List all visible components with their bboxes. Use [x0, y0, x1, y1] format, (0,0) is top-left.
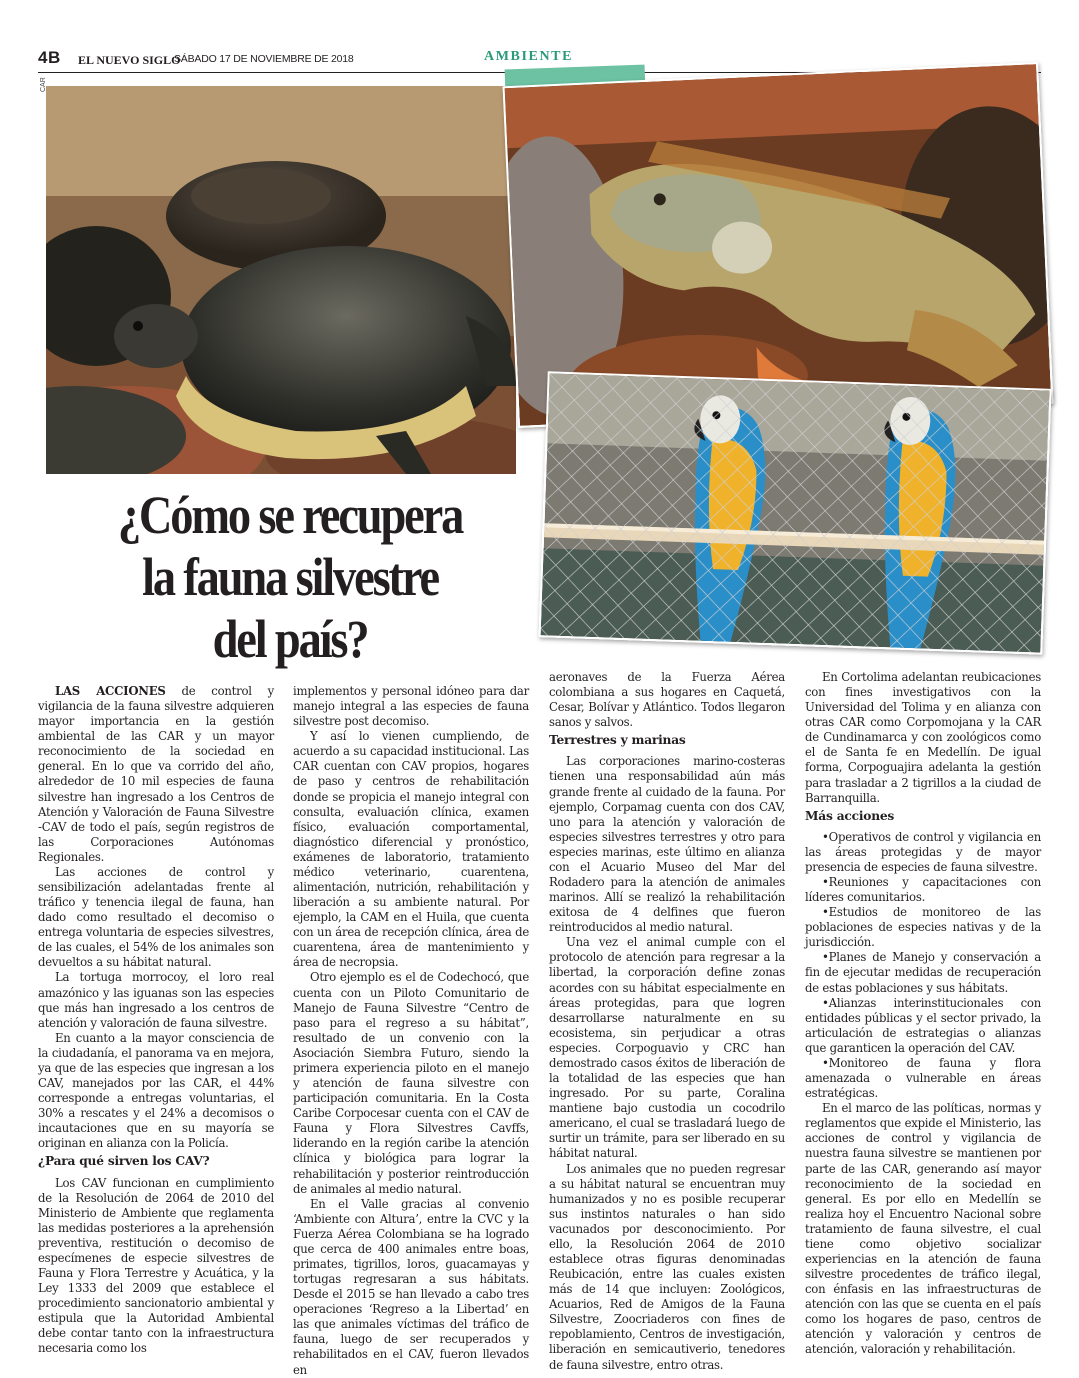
macaw-photo	[539, 371, 1052, 654]
issue-date: SÁBADO 17 DE NOVIEMBRE DE 2018	[174, 53, 354, 65]
subheading: ¿Para qué sirven los CAV?	[38, 1154, 210, 1169]
paragraph: Y así lo vienen cumpliendo, de acuerdo a su capacidad institucional. Las CAR cuentan con CAV propios, hogares de paso y centros de rehabilitación donde se propicia el manejo integral con consulta, evaluación clínica, examen físico, evaluación comportamental, diagnóstico diferencial y pronóstico, exámenes de laboratorio, tratamiento médico veterinario, cuarentena, alimentación, nutrición, rehabilitación y liberación a su ambiente natural. Por ejemplo, la CAM en el Huila, que cuenta con un área de recepción clínica, área de cuarentena, área de mantenimiento y área de necropsia.	[293, 729, 529, 970]
article-column-4	[805, 670, 1041, 1358]
bullet-item: •Alianzas interinstitucionales con entidades públicas y el sector privado, la articulación de estrategias o alianzas que garanticen la operación del CAV.	[805, 995, 1041, 1055]
lead-in: LAS ACCIONES	[55, 684, 166, 698]
article-column-1	[38, 684, 274, 1356]
paragraph: En cuanto a la mayor consciencia de la ciudadanía, el panorama va en mejora, ya que de las especies que ingresan a los CAV, manejados por las CAR, el 44% corresponde a entregas voluntarias, el 30% a rescates y el 24% a decomisos o incautaciones que en su mayoría se originan en alianza con la Policía.	[38, 1030, 274, 1151]
turtle-photo	[46, 86, 516, 474]
headline	[75, 484, 505, 670]
paragraph: En Cortolima adelantan reubicaciones con fines investigativos con la Universidad del Tolima y en alianza con otras CAR como Corpomojana y la CAR de Cundinamarca y con zoológicos como el de Santa fe en Medellín. De igual forma, Corpoguajira adelanta la gestión para trasladar a 2 tigrillos a la ciudad de Barranquilla.	[805, 670, 1041, 805]
headline-line-2: la fauna silvestre	[142, 547, 438, 607]
article-column-3	[549, 670, 785, 1373]
paragraph: Los animales que no pueden regresar a su hábitat natural se encuentran muy humanizados y no es posible recuperar sus instintos naturales o han sido vacunados por desconocimiento. Por ello, la Resolución 2064 de 2010 establece otras figuras denominadas Reubicación, entre las cuales existen más de 14 que incluyen: Zoológicos, Acuarios, Red de Amigos de la Fauna Silvestre, Zoocriaderos con fines de repoblamiento, Centros de investigación, liberación en semicautiverio, tenedores de fauna silvestre, entro otras.	[549, 1161, 785, 1372]
bullet-item: •Reuniones y capacitaciones con líderes comunitarios.	[805, 875, 1041, 905]
paragraph: aeronaves de la Fuerza Aérea colombiana a sus hogares en Caquetá, Cesar, Bolívar y Atlántico. Todos llegaron sanos y salvos.	[549, 670, 785, 730]
paragraph: En el Valle gracias al convenio ‘Ambiente con Altura’, entre la CVC y la Fuerza Aérea Colombiana se ha logrado que cerca de 400 animales entre boas, primates, tigrillos, loros, guacamayas y tortugas regresaran a sus hábitats. Desde el 2015 se han llevado a cabo tres operaciones ‘Regreso a la Libertad’ en las que animales víctimas del tráfico de fauna, luego de ser recuperados y rehabilitados en el CAV, fueron llevados en	[293, 1196, 529, 1377]
bullet-item: •Planes de Manejo y conservación a fin de ejecutar medidas de recuperación de estas poblaciones y sus hábitats.	[805, 950, 1041, 995]
paragraph: Las acciones de control y sensibilización adelantadas frente al tráfico y tenencia ilegal de fauna, han dado como resultado el decomiso o entrega voluntaria de especies silvestres, de las cuales, el 54% de los animales son devueltos a su hábitat natural.	[38, 864, 274, 970]
paragraph	[38, 684, 274, 865]
paragraph: Los CAV funcionan en cumplimiento de la Resolución de 2064 de 2010 del Ministerio de Ambiente que reglamenta las medidas posteriores a la aprehensión preventiva, restitución o decomiso de especímenes de especie silvestres de Fauna y Flora Terrestre y Acuática, y la Ley 1333 del 2009 que establece el procedimiento sancionatorio ambiental y estipula que la Autoridad Ambiental debe contar tanto con la infraestructura necesaria como los	[38, 1175, 274, 1356]
paragraph: Las corporaciones marino-costeras tienen una responsabilidad aún más grande frente al cuidado de la fauna. Por ejemplo, Corpamag cuenta con dos CAV, uno para la atención y valoración de especies silvestres terrestres y otro para especies marinas, este último en alianza con el Acuario Museo del Mar del Rodadero para la atención de animales marinos. Allí se realizó la rehabilitación exitosa de 4 delfines que fueron reintroducidos al medio natural.	[549, 754, 785, 935]
bullet-item: •Operativos de control y vigilancia en las áreas protegidas y de mayor presencia de especies de fauna silvestre.	[805, 829, 1041, 874]
article-column-2	[293, 684, 529, 1378]
paper-name: EL NUEVO SIGLO	[78, 53, 181, 67]
paragraph: La tortuga morrocoy, el loro real amazónico y las iguanas son las especies que más han ingresado a los centros de atención y valoración de fauna silvestre.	[38, 970, 274, 1030]
photo-credit: CAR	[40, 77, 47, 92]
headline-line-3: del país?	[212, 609, 368, 669]
bullet-item: •Monitoreo de fauna y flora amenazada o vulnerable en áreas estratégicas.	[805, 1055, 1041, 1101]
paragraph: Otro ejemplo es el de Codechocó, que cuenta con un Piloto Comunitario de Manejo de Fauna Silvestre “Centro de paso para el regreso a su hábitat”, resultado de un convenio con la Asociación Siembra Futuro, siendo la primera experiencia piloto en el manejo y atención de fauna silvestre con participación comunitaria. En la Costa Caribe Corpocesar cuenta con el CAV de Fauna y Flora Silvestres Cavffs, liderando en la región caribe la atención clínica y biológica para lograr la rehabilitación y posterior reintroducción de animales al medio natural.	[293, 970, 529, 1196]
headline-line-1: ¿Cómo se recupera	[117, 485, 463, 545]
page-number: 4B	[38, 48, 61, 67]
bullet-item: •Estudios de monitoreo de las poblaciones de especies nativas y de la jurisdicción.	[805, 905, 1041, 950]
paragraph: Una vez el animal cumple con el protocolo de atención para regresar a la libertad, la corporación define zonas acordes con su hábitat especialmente en áreas protegidas, para que logren desarrollarse naturalmente en su ecosistema, sin perjudicar a otras especies. Corpoguavio y CRC han demostrado casos éxitos de liberación de la totalidad de las especies que han ingresado. Por su parte, Coralina mantiene bajo custodia un cocodrilo americano, el cual se trasladará luego de surtir un trámite, para ser liberado en su hábitat natural.	[549, 935, 785, 1161]
paragraph-text: de control y vigilancia de la fauna silvestre adquieren mayor importancia en la gestión ambiental de las CAR y un mayor reconocimiento de la sociedad en general. En lo que va corrido del año, alrededor de 10 mil especies de fauna silvestre han ingresado a los Centros de Atención y Valoración de Fauna Silvestre -CAV de todo el país, según registros de las Corporaciones Autónomas Regionales.	[38, 684, 274, 864]
paragraph: En el marco de las políticas, normas y reglamentos que expide el Ministerio, las acciones de control y vigilancia de nuestra fauna silvestre se mantienen por parte de las CAR, generando así mayor reconocimiento de la sociedad en general. Es por ello en Medellín se realiza hoy el Encuentro Nacional sobre tratamiento de fauna silvestre, el cual tiene como objetivo socializar experiencias en la atención de fauna silvestre procedentes de tráfico ilegal, con énfasis en las infraestructuras de atención con las que se cuenta en el país como los hogares de paso, centros de atención y valoración y centros de atención, valoración y rehabilitación.	[805, 1101, 1041, 1357]
subheading: Terrestres y marinas	[549, 733, 686, 748]
section-label: AMBIENTE	[484, 49, 574, 64]
subheading: Más acciones	[805, 808, 895, 823]
paragraph: implementos y personal idóneo para dar manejo integral a las especies de fauna silvestre post decomiso.	[293, 684, 529, 729]
